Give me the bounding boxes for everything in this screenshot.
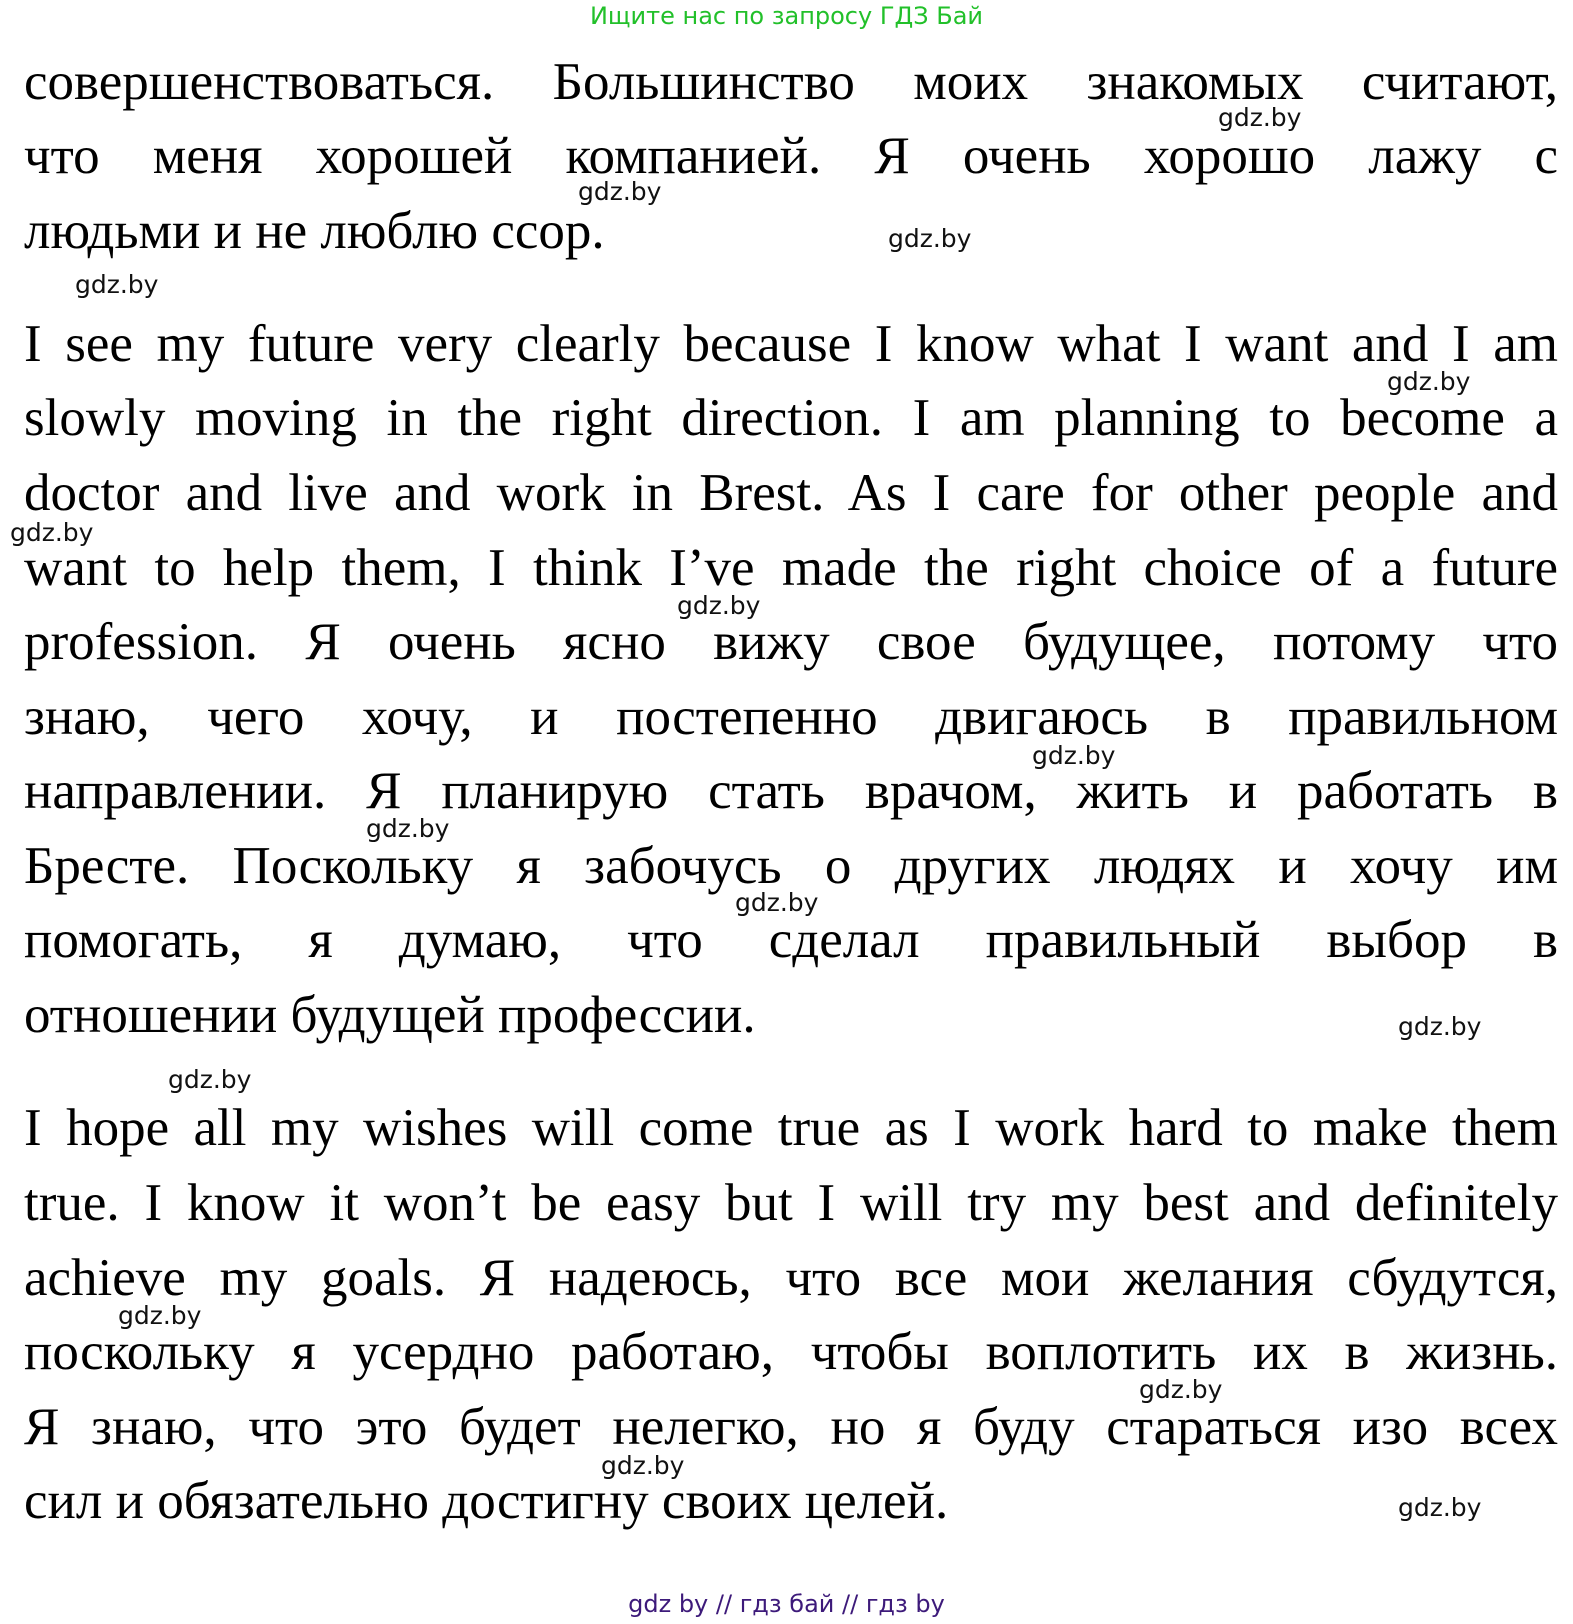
text-line: slowly moving in the right direction. I am planning to become a: [24, 389, 1558, 447]
watermark: gdz.by: [366, 814, 450, 843]
text-line: want to help them, I think I’ve made the right choice of a future: [24, 539, 1558, 597]
text-line: Я знаю, что это будет нелегко, но я буду стараться изо всех: [24, 1398, 1558, 1456]
watermark: gdz.by: [1032, 741, 1116, 770]
watermark: gdz.by: [1387, 367, 1471, 396]
watermark: gdz.by: [578, 177, 662, 206]
text-line: I hope all my wishes will come true as I work hard to make them: [24, 1099, 1558, 1157]
text-line: true. I know it won’t be easy but I will try my best and definitely: [24, 1174, 1558, 1232]
text-line: знаю, чего хочу, и постепенно двигаюсь в правильном: [24, 688, 1558, 746]
text-line: помогать, я думаю, что сделал правильный выбор в: [24, 911, 1558, 969]
watermark: gdz.by: [118, 1301, 202, 1330]
text-line: отношении будущей профессии.: [24, 986, 756, 1044]
text-line: doctor and live and work in Brest. As I care for other people and: [24, 464, 1558, 522]
text-line: людьми и не люблю ссор.: [24, 202, 605, 260]
text-line: совершенствоваться. Большинство моих знакомых считают,: [24, 53, 1558, 111]
text-line: сил и обязательно достигну своих целей.: [24, 1472, 949, 1530]
site-banner-bottom: gdz by // гдз бай // гдз by: [628, 1590, 945, 1618]
text-line: achieve my goals. Я надеюсь, что все мои желания сбудутся,: [24, 1249, 1558, 1307]
text-line: I see my future very clearly because I know what I want and I am: [24, 315, 1558, 373]
watermark: gdz.by: [677, 591, 761, 620]
watermark: gdz.by: [168, 1065, 252, 1094]
watermark: gdz.by: [601, 1451, 685, 1480]
text-line: направлении. Я планирую стать врачом, жить и работать в: [24, 762, 1558, 820]
watermark: gdz.by: [888, 224, 972, 253]
text-line: Бресте. Поскольку я забочусь о других людях и хочу им: [24, 837, 1558, 895]
watermark: gdz.by: [10, 518, 94, 547]
text-line: что меня хорошей компанией. Я очень хорошо лажу с: [24, 127, 1558, 185]
watermark: gdz.by: [1139, 1375, 1223, 1404]
site-banner-top: Ищите нас по запросу ГДЗ Бай: [589, 2, 984, 30]
watermark: gdz.by: [735, 888, 819, 917]
text-line: profession. Я очень ясно вижу свое будущее, потому что: [24, 613, 1558, 671]
watermark: gdz.by: [1218, 103, 1302, 132]
watermark: gdz.by: [1398, 1012, 1482, 1041]
watermark: gdz.by: [1398, 1493, 1482, 1522]
watermark: gdz.by: [75, 270, 159, 299]
text-line: поскольку я усердно работаю, чтобы воплотить их в жизнь.: [24, 1323, 1558, 1381]
